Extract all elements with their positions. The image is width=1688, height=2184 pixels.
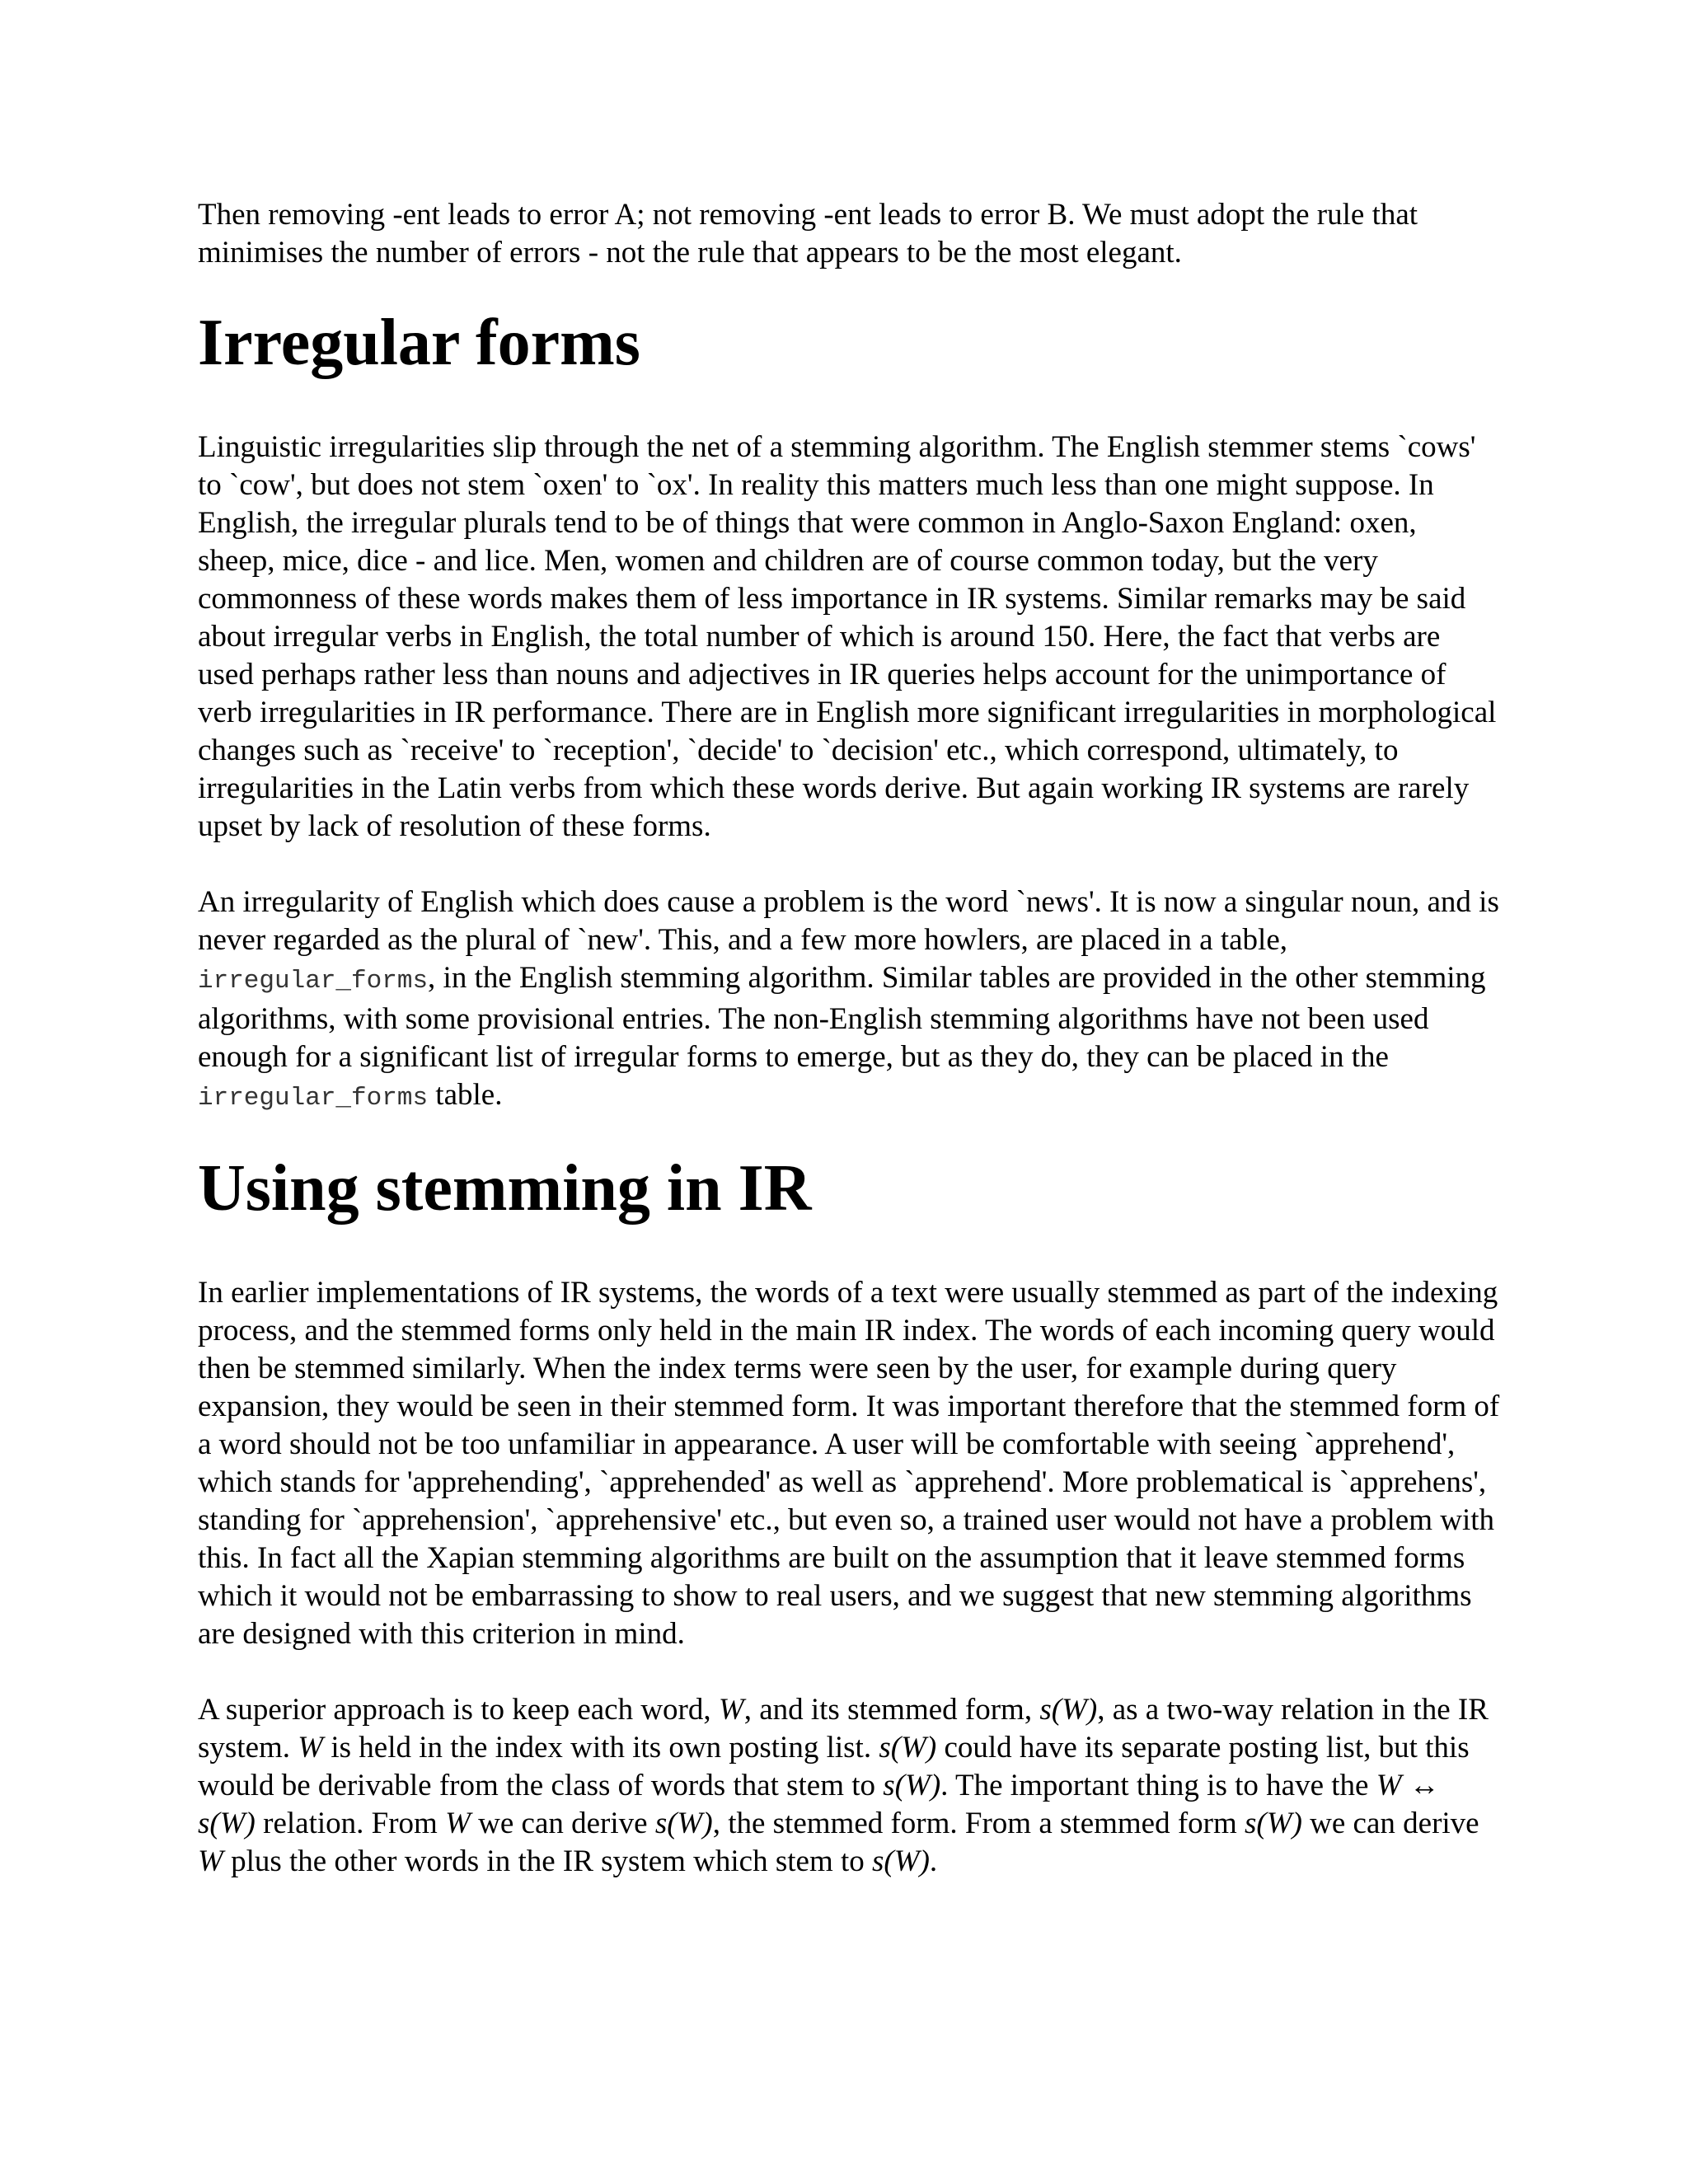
using-stemming-paragraph-2: [198, 1691, 1500, 1881]
text-span: table.: [428, 1078, 503, 1112]
text-span: A superior approach is to keep each word,: [198, 1693, 719, 1727]
italic-term: s(W): [654, 1807, 713, 1840]
text-span: plus the other words in the IR system which stem to: [223, 1844, 873, 1878]
text-span: An irregularity of English which does cause a problem is the word `news'. It is now a singular noun, and is never regarded as the plural of `new'. This, and a few more howlers, are placed in a table,: [198, 885, 1499, 957]
italic-term: s(W): [1245, 1807, 1302, 1840]
text-span: , in the English stemming algorithm. Similar tables are provided in the other stemming algorithms, with some provisional entries. The non-English stemming algorithms have not been used enough for a significant list of irregular forms to emerge, but as they do, they can be placed in the: [198, 961, 1486, 1074]
heading-irregular-forms: Irregular forms: [198, 307, 640, 379]
italic-term: W: [198, 1844, 223, 1878]
text-span: .: [929, 1844, 938, 1878]
heading-using-stemming: Using stemming in IR: [198, 1152, 812, 1225]
document-page: [198, 196, 1500, 1881]
italic-term: W: [445, 1807, 471, 1840]
code-irregular-forms: irregular_forms: [198, 1084, 429, 1113]
text-span: could have its separate posting list, but this would be derivable from the class of words that stem to: [198, 1731, 1470, 1802]
text-span: . The important thing is to have the: [940, 1769, 1376, 1802]
text-span: we can derive: [470, 1807, 655, 1840]
text-span: , the stemmed form. From a stemmed form: [712, 1807, 1245, 1840]
italic-term: W: [718, 1693, 744, 1727]
code-irregular-forms: irregular_forms: [198, 967, 429, 996]
italic-term: W: [298, 1731, 324, 1765]
intro-paragraph: Then removing -ent leads to error A; not removing -ent leads to error B. We must adopt the rule that minimises the number of errors - not the rule that appears to be the most elegant.: [198, 198, 1418, 269]
irregular-forms-paragraph-2: [198, 883, 1500, 1118]
text-span: , as a two-way relation in the IR system.: [198, 1693, 1489, 1765]
text-span: relation. From: [255, 1807, 446, 1840]
italic-term: W ↔ s(W): [198, 1769, 1440, 1840]
italic-term: s(W): [872, 1844, 930, 1878]
using-stemming-paragraph-1: In earlier implementations of IR systems, the words of a text were usually stemmed as part of the indexing process, and the stemmed forms only held in the main IR index. The words of each incoming query would then be stemmed similarly. When the index terms were seen by the user, for example during query expansion, they would be seen in their stemmed form. It was important therefore that the stemmed form of a word should not be too unfamiliar in appearance. A user will be comfortable with seeing `apprehend', which stands for 'apprehending', `apprehended' as well as `apprehend'. More problematical is `apprehens', standing for `apprehension', `apprehensive' etc., but even so, a trained user would not have a problem with this. In fact all the Xapian stemming algorithms are built on the assumption that it leave stemmed forms which it would not be embarrassing to show to real users, and we suggest that new stemming algorithms are designed with this criterion in mind.: [198, 1276, 1500, 1651]
italic-term: s(W): [1039, 1693, 1098, 1727]
text-span: we can derive: [1301, 1807, 1479, 1840]
irregular-forms-paragraph-1: Linguistic irregularities slip through the net of a stemming algorithm. The English stemmer stems `cows' to `cow', but does not stem `oxen' to `ox'. In reality this matters much less than one might suppose. In English, the irregular plurals tend to be of things that were common in Anglo-Saxon England: oxen, sheep, mice, dice - and lice. Men, women and children are of course common today, but the very commonness of these words makes them of less importance in IR systems. Similar remarks may be said about irregular verbs in English, the total number of which is around 150. Here, the fact that verbs are used perhaps rather less than nouns and adjectives in IR queries helps account for the unimportance of verb irregularities in IR performance. There are in English more significant irregularities in morphological changes such as `receive' to `reception', `decide' to `decision' etc., which correspond, ultimately, to irregularities in the Latin verbs from which these words derive. But again working IR systems are rarely upset by lack of resolution of these forms.: [198, 430, 1497, 843]
text-span: is held in the index with its own posting list.: [323, 1731, 879, 1765]
text-span: , and its stemmed form,: [743, 1693, 1040, 1727]
italic-term: s(W): [879, 1731, 937, 1765]
italic-term: s(W): [883, 1769, 941, 1802]
